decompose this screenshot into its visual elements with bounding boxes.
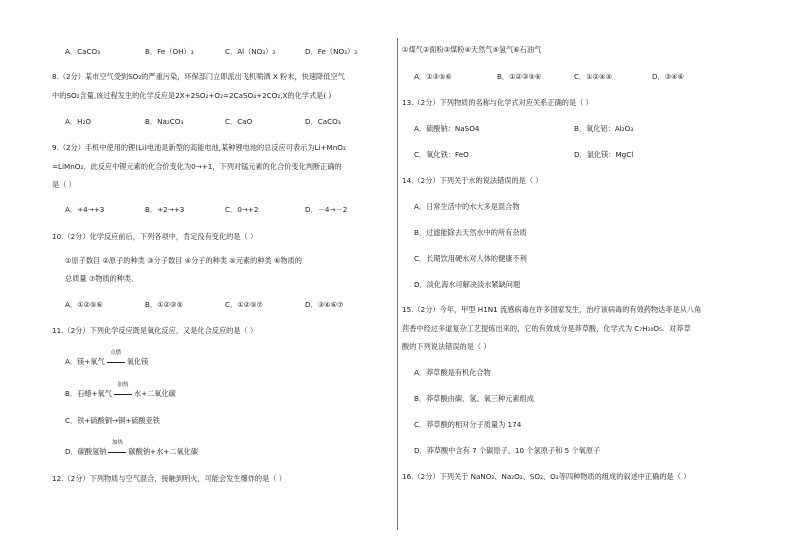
- q11-b-products: 水+二氧化碳: [133, 389, 176, 398]
- q8-option-b: B．Na₂CO₃: [145, 117, 184, 126]
- q14-option-c: C．长期饮用硬水对人体的健康不利: [414, 254, 527, 263]
- q11-b-condition: 加热: [117, 382, 129, 388]
- q10-line-3: 总质量 ⑦物质的种类．: [65, 274, 139, 283]
- q10-option-d: D．③④⑥⑦: [305, 300, 344, 309]
- q11-option-d: [65, 440, 199, 457]
- q14-option-b: B．过滤能除去天然水中的所有杂质: [414, 228, 527, 237]
- column-divider: [397, 38, 398, 530]
- q11-b-arrow: [112, 382, 134, 399]
- q15-option-a: A．莽草酸是有机化合物: [414, 368, 491, 377]
- q9-line-1: 9.（2分）手机中使用的锂(Li)电池是新型的高能电池,某种锂电池的总反应可表示为Li+MnO₂: [52, 143, 346, 152]
- q8-option-a: A．H₂O: [65, 117, 92, 126]
- q15-option-d: D．莽草酸中含有 7 个碳原子、10 个氢原子和 5 个氧原子: [414, 446, 601, 455]
- q12-option-c: C．①②④⑤: [574, 72, 612, 81]
- q13-option-c: C．氧化铁：FeO: [414, 150, 469, 159]
- q10-option-c: C．①②⑤⑦: [225, 300, 263, 309]
- q7-option-b: B．Fe（OH）₃: [145, 47, 194, 56]
- q10-option-b: B．①②③⑤: [145, 300, 183, 309]
- q14-option-d: D．淡化海水可解决淡水紧缺问题: [414, 280, 521, 289]
- q15-line-1: 15.（2分）今年，甲型 H1N1 流感病毒在许多国家发生，治疗该病毒的有效药物达菲是从八角: [402, 305, 702, 314]
- q11-line-1: 11.（2分）下列化学反应既是氧化反应，又是化合反应的是（ ）: [52, 326, 258, 335]
- q10-line-2: ①原子数目 ②原子的种类 ③分子数目 ④分子的种类 ⑤元素的种类 ⑥物质的: [65, 256, 302, 265]
- q15-line-2: 茴香中经过多道复杂工艺提炼出来的，它的有效成分是莽草酸，化学式为 C₇H₁₀O₅．对莽草: [402, 324, 691, 333]
- q11-a-reactants: A．镁+氧气: [65, 357, 105, 366]
- q11-d-condition: 加热: [111, 440, 123, 446]
- q12-line-1: 12.（2分）下列物质与空气混合，接触到明火，可能会发生爆炸的是（ ）: [52, 474, 286, 483]
- q11-d-products: 碳酸钠+水+二氧化碳: [128, 447, 199, 456]
- q9-option-b: B．+2→+3: [145, 205, 185, 214]
- q16-line-1: 16.（2分）下列关于 NaNO₂、Na₂O₂、SO₂、O₂等四种物质的组成的叙述中正确的是（ ）: [402, 472, 691, 481]
- q11-option-a: [65, 350, 149, 367]
- q9-option-d: D．－4→－2: [305, 205, 348, 214]
- q12-option-a: A．①③⑤⑥: [414, 72, 452, 81]
- q10-line-1: 10.（2分）化学反应前后，下列各项中，肯定没有变化的是（ ）: [52, 232, 258, 241]
- q11-a-condition: 点燃: [110, 350, 122, 356]
- q8-option-d: D．CaCO₃: [305, 117, 341, 126]
- q12-option-b: B．①②③⑤⑥: [497, 72, 542, 81]
- q11-d-reactants: D．碳酸氢钠: [65, 447, 107, 456]
- q12-option-d: D．③④⑥: [652, 72, 685, 81]
- q13-option-a: A．硫酸钠：NaSO4: [414, 124, 480, 133]
- q7-option-a: A．CaCO₃: [65, 47, 101, 56]
- q11-a-products: 氧化镁: [126, 357, 149, 366]
- q13-line-1: 13.（2分）下列物质的名称与化学式对应关系正确的是（ ）: [402, 98, 593, 107]
- q7-option-d: D．Fe（NO₃）₃: [305, 47, 358, 56]
- q14-option-a: A．日常生活中的水大多是混合物: [414, 202, 520, 211]
- q14-line-1: 14.（2分）下列关于水的说法错误的是（ ）: [402, 176, 543, 185]
- q9-line-2: =LiMnO₂．此反应中锂元素的化合价变化为0→+1，下列对锰元素的化合价变化判断正确的: [52, 162, 342, 171]
- q11-a-arrow: [105, 350, 127, 367]
- q9-option-c: C．0→+2: [225, 205, 259, 214]
- q8-option-c: C．CaO: [225, 117, 253, 126]
- q15-option-c: C．莽草酸的相对分子质量为 174: [414, 420, 522, 429]
- q9-line-3: 是（ ）: [52, 180, 76, 189]
- q11-option-b: [65, 382, 176, 399]
- q9-option-a: A．+4→+3: [65, 205, 105, 214]
- q10-option-a: A．①②⑤⑥: [65, 300, 103, 309]
- q15-option-b: B．莽草酸由碳、氢、氧三种元素组成: [414, 394, 534, 403]
- q12-items: ①煤气②面粉③煤粉④天然气⑤氢气⑥石油气: [402, 45, 542, 54]
- q11-d-arrow: [106, 440, 128, 457]
- q11-option-c: C．铁+硫酸铜→铜+硫酸亚铁: [65, 416, 160, 425]
- q11-b-reactants: B．石蜡+氧气: [65, 389, 112, 398]
- q13-option-d: D．氯化镁：MgCl: [574, 150, 634, 159]
- q7-option-c: C．Al（NO₃）₃: [225, 47, 276, 56]
- q8-line-1: 8.（2分）某市空气受到SO₂的严重污染，环保部门立即派出飞机喷洒 X 粉末，快速降低空气: [52, 72, 345, 81]
- q15-line-3: 酸的下列说法错误的是（ ）: [402, 342, 491, 351]
- q8-line-2: 中的SO₂含量,该过程发生的化学反应是2X+2SO₂+O₂=2CaSO₄+2CO₂,X的化学式是( ): [52, 91, 332, 100]
- q13-option-b: B．氧化铝：Al₂O₃: [574, 124, 634, 133]
